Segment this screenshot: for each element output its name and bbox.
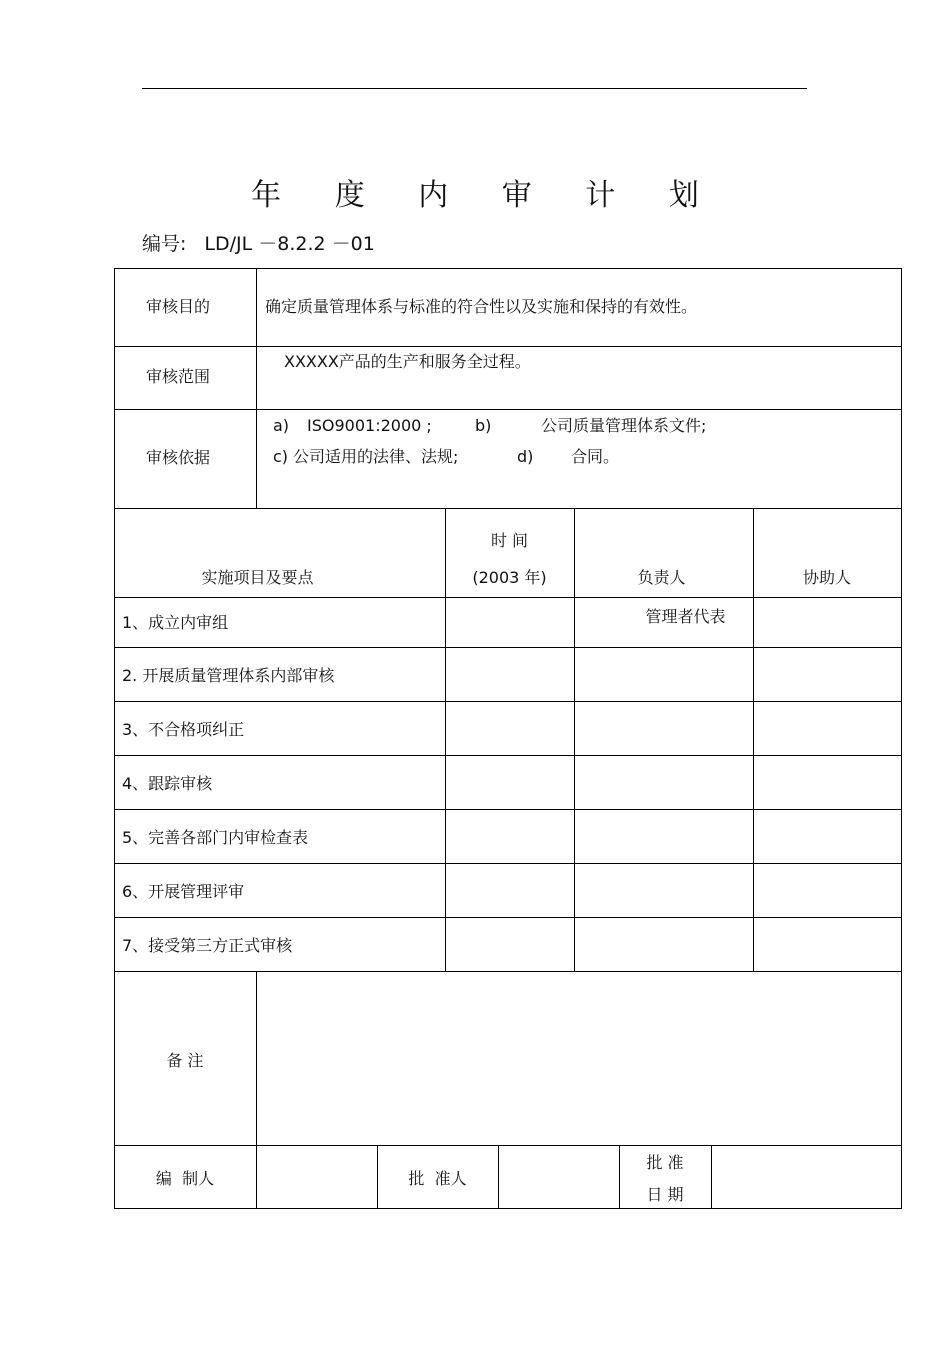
approval-date-label-line2: 日 期	[646, 1185, 684, 1204]
row-item: 3、不合格项纠正	[122, 720, 245, 739]
grid-line	[114, 1208, 902, 1209]
grid-line	[256, 1145, 257, 1208]
document-number-label: 编号:	[142, 233, 187, 255]
grid-line	[114, 971, 902, 972]
basis-item-a-text: ISO9001:2000 ;	[307, 416, 432, 435]
prepared-by-label: 编 制人	[155, 1169, 215, 1188]
approval-date-label-line1: 批 准	[646, 1153, 684, 1172]
remarks-label: 备 注	[166, 1051, 204, 1070]
header-time-line2: (2003 年)	[472, 568, 547, 587]
row-item: 6、开展管理评审	[122, 882, 245, 901]
grid-line	[114, 597, 902, 598]
row-item: 7、接受第三方正式审核	[122, 936, 293, 955]
basis-item-b-marker: b)	[475, 416, 492, 435]
grid-line	[114, 508, 902, 509]
header-item: 实施项目及要点	[201, 568, 314, 587]
grid-line	[114, 809, 902, 810]
purpose-label: 审核目的	[145, 297, 210, 316]
grid-line	[114, 268, 902, 269]
basis-item-d-marker: d)	[517, 447, 534, 466]
grid-line	[114, 917, 902, 918]
grid-line	[711, 1145, 712, 1208]
row-item: 4、跟踪审核	[122, 774, 213, 793]
scope-label: 审核范围	[145, 367, 210, 386]
basis-item-c-text: 公司适用的法律、法规;	[293, 447, 459, 466]
grid-line	[498, 1145, 499, 1208]
grid-line	[256, 971, 257, 1145]
grid-line	[114, 346, 902, 347]
grid-line	[114, 701, 902, 702]
row-item: 1、成立内审组	[122, 613, 229, 632]
purpose-value: 确定质量管理体系与标准的符合性以及实施和保持的有效性。	[265, 297, 698, 316]
grid-line	[256, 268, 257, 508]
grid-line	[114, 409, 902, 410]
header-owner: 负责人	[637, 568, 686, 587]
basis-item-d-text: 合同。	[571, 447, 620, 466]
document-number-value: LD/JL －8.2.2 －01	[204, 233, 375, 255]
header-assistant: 协助人	[802, 568, 851, 587]
grid-line	[114, 755, 902, 756]
basis-item-c-marker: c)	[273, 447, 289, 466]
header-time-line1: 时 间	[490, 531, 529, 550]
approved-by-label: 批 准人	[408, 1169, 467, 1188]
basis-item-b-text: 公司质量管理体系文件;	[541, 416, 707, 435]
grid-line	[114, 647, 902, 648]
basis-item-a-marker: a)	[273, 416, 290, 435]
grid-line	[114, 863, 902, 864]
row-owner: 管理者代表	[645, 607, 726, 626]
row-item: 5、完善各部门内审检查表	[122, 828, 309, 847]
grid-line	[901, 268, 902, 1208]
scope-value: XXXXX产品的生产和服务全过程。	[284, 352, 531, 371]
grid-line	[114, 1145, 902, 1146]
basis-label: 审核依据	[145, 448, 210, 467]
row-item: 2. 开展质量管理体系内部审核	[122, 666, 335, 685]
document-title: 年 度 内 审 计 划	[251, 178, 721, 213]
